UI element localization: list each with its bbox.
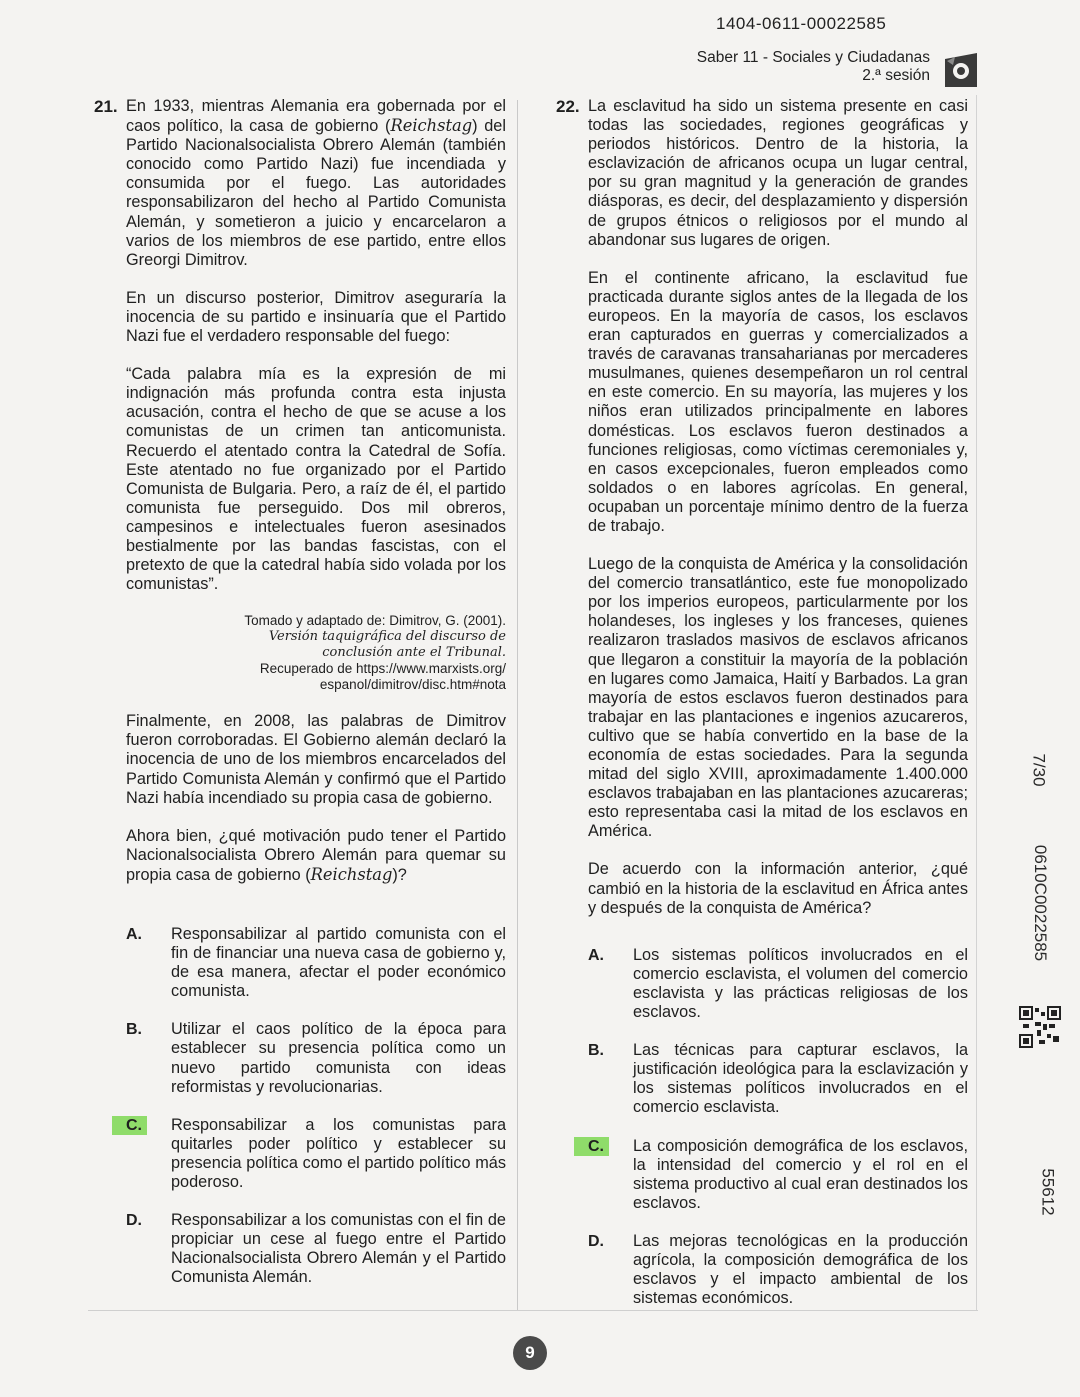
option-b[interactable] — [588, 1041, 968, 1117]
option-d[interactable] — [126, 1211, 506, 1287]
q22-question: De acuerdo con la información anterior, ¿qué cambió en la historia de la esclavitud en África antes y después de la conquista de América? — [588, 860, 968, 917]
option-d[interactable] — [588, 1232, 968, 1308]
page-number-badge: 9 — [513, 1336, 547, 1370]
option-text: Los sistemas políticos involucrados en el comercio esclavista, el volumen del comercio esclavista y las prácticas religiosas de los esclavos. — [633, 945, 968, 1022]
option-text: La composición demográfica de los esclavos, la intensidad del comercio y el rol en el sistema productivo al cual eran destinados los esclavos. — [633, 1136, 968, 1212]
option-text: Utilizar el caos político de la época para establecer su presencia política como un nuevo partido comunista con ideas reformistas y revolucionarias. — [171, 1020, 506, 1096]
citation: Tomado y adaptado de: Dimitrov, G. (2001). Versión taquigráfica del discurso de conclusión ante el Tribunal. Recuperado de https://www.marxists.org/ espanol/dimitrov/disc.htm#nota — [244, 613, 506, 693]
q22-paragraph-3: Luego de la conquista de América y la consolidación del comercio transatlántico, este fue monopolizado por los imperios europeos, particularmente por los holandeses, los ingleses y los franceses, quienes realizaron traslados masivos de esclavos africanos que llegaron a constituir la mayoría de la población en lugares como Jamaica, Haití y Barbados. La gran mayoría de estos esclavos fueron destinados para trabajar en las plantaciones e ingenios azucareros, cultivo que se había convertido en la base de la economía de estas sociedades. Para la segunda mitad del siglo XVIII, aproximadamente 1.400.000 esclavos trabajaban en las plantaciones azucareras; esto representaba casi la mitad de los esclavos en América. — [588, 555, 968, 841]
reichstag-term: Reichstag — [390, 116, 473, 136]
option-letter-highlighted: C. — [126, 1116, 170, 1135]
option-text: Las técnicas para capturar esclavos, la justificación ideológica para la esclavización y los sistemas políticos involucrados en el comercio esclavista. — [633, 1041, 968, 1117]
question-number: 22. — [556, 97, 580, 116]
q21-paragraph-2: En un discurso posterior, Dimitrov aseguraría la inocencia de su partido e insinuaría que el Partido Nazi fue el verdadero responsable del fuego: — [126, 288, 506, 346]
q21-question: Ahora bien, ¿qué motivación pudo tener el Partido Nacionalsocialista Obrero Alemán para quemar su propia casa de gobierno (Reichstag)? — [126, 826, 506, 884]
qr-code-icon — [1019, 1006, 1061, 1048]
question-22 — [556, 97, 968, 1327]
option-letter-highlighted: C. — [588, 1137, 632, 1156]
question-number: 21. — [94, 97, 118, 116]
option-c-selected[interactable] — [126, 1116, 506, 1192]
option-text: Responsabilizar al partido comunista con el fin de financiar una nueva casa de gobierno y, de esa manera, afectar el poder económico comunista. — [171, 925, 506, 1001]
column-divider — [517, 100, 518, 1310]
q21-intro: En 1933, mientras Alemania era gobernada por el caos político, la casa de gobierno (Reichstag) del Partido Nacionalsocialista Obrero Alemán (también conocido como Partido Nazi) fue incendiada y consumida por el fuego. Las autoridades responsabilizaron del hecho al Partido Comunista Alemán, y sometieron a juicio y encarcelaron a varios de los miembros de ese partido, entre ellos Greorgi Dimitrov. — [126, 97, 506, 269]
side-booklet-code: 0610C0022585 — [1031, 844, 1051, 962]
option-letter: D. — [588, 1232, 604, 1250]
exam-title: Saber 11 - Sociales y Ciudadanas — [696, 49, 930, 66]
q22-paragraph-1: La esclavitud ha sido un sistema presente en casi todas las sociedades, regiones geográficas y periodos históricos. Dentro de la historia, la esclavización de africanos ocupa un lugar central, por su gran magnitud y la generación de grandes diásporas, es decir, del desplazamiento y dispersión de grupos étnicos o religiosos por el mundo al abandonar sus lugares de origen. — [588, 97, 968, 249]
bottom-border — [88, 1310, 978, 1311]
side-number: 55612 — [1038, 1168, 1058, 1216]
option-text: Responsabilizar a los comunistas para quitarles poder político y establecer su presencia política como el partido político más poderoso. — [171, 1115, 506, 1192]
exam-header — [697, 49, 930, 85]
side-page-indicator: 7/30 — [1029, 753, 1049, 787]
right-border — [976, 95, 977, 1310]
q22-paragraph-2: En el continente africano, la esclavitud fue practicada durante siglos antes de la llegada de los europeos. En la mayoría de casos, los esclavos eran capturados en guerras y comercializados a través de caravanas transaharianas por mercaderes musulmanes, quienes desempeñaron un rol central en este comercio. En su mayoría, las mujeres y los niños eran utilizados principalmente en labores domésticas. Los esclavos fueron destinados a funciones religiosas, como víctimas ceremoniales y, en casos excepcionales, fueron empleados como soldados o en labores agrícolas. En general, ocupaban un porcentaje mínimo dentro de la fuerza de trabajo. — [588, 268, 968, 535]
question-21 — [94, 97, 506, 1307]
option-letter: B. — [588, 1042, 604, 1060]
option-letter: A. — [588, 946, 604, 964]
option-letter: D. — [126, 1212, 142, 1230]
option-text: Responsabilizar a los comunistas con el fin de propiciar un cese al fuego entre el Partido Nacionalsocialista Obrero Alemán y el Partido Comunista Alemán. — [171, 1211, 506, 1287]
option-b[interactable] — [126, 1020, 506, 1096]
option-letter: B. — [126, 1021, 142, 1039]
option-text: Las mejoras tecnológicas en la producción agrícola, la composición demográfica de los esclavos y el impacto ambiental de los sistemas económicos. — [633, 1231, 968, 1308]
option-a[interactable] — [588, 946, 968, 1022]
option-c-selected[interactable] — [588, 1137, 968, 1213]
dimitrov-quote: “Cada palabra mía es la expresión de mi indignación más profunda contra esta injusta acusación, contra el hecho de que se acuse a los comunistas de un crimen tan anticomunista. Recuerdo el atentado contra la Catedral de Sofía. Este atentado no fue organizado por el Partido Comunista de Bulgaria. Pero, a raíz de él, el partido comunista fue perseguido. Dos mil obreros, campesinos e intelectuales fueron asesinados bestialmente por las bandas fascistas, con el pretexto de que la catedral había sido volada por los comunistas”. — [126, 365, 506, 594]
option-letter: A. — [126, 926, 142, 943]
document-id: 1404-0611-00022585 — [716, 14, 887, 33]
session-label: 2.ª sesión — [862, 67, 930, 84]
q21-paragraph-3: Finalmente, en 2008, las palabras de Dimitrov fueron corroboradas. El Gobierno alemán declaró la inocencia de uno de los miembros encarcelados del Partido Comunista Alemán y confirmó que el Partido Nazi había incendiado su propia casa de gobierno. — [126, 712, 506, 807]
option-a[interactable] — [126, 925, 506, 1001]
icfes-logo-icon — [943, 51, 979, 89]
